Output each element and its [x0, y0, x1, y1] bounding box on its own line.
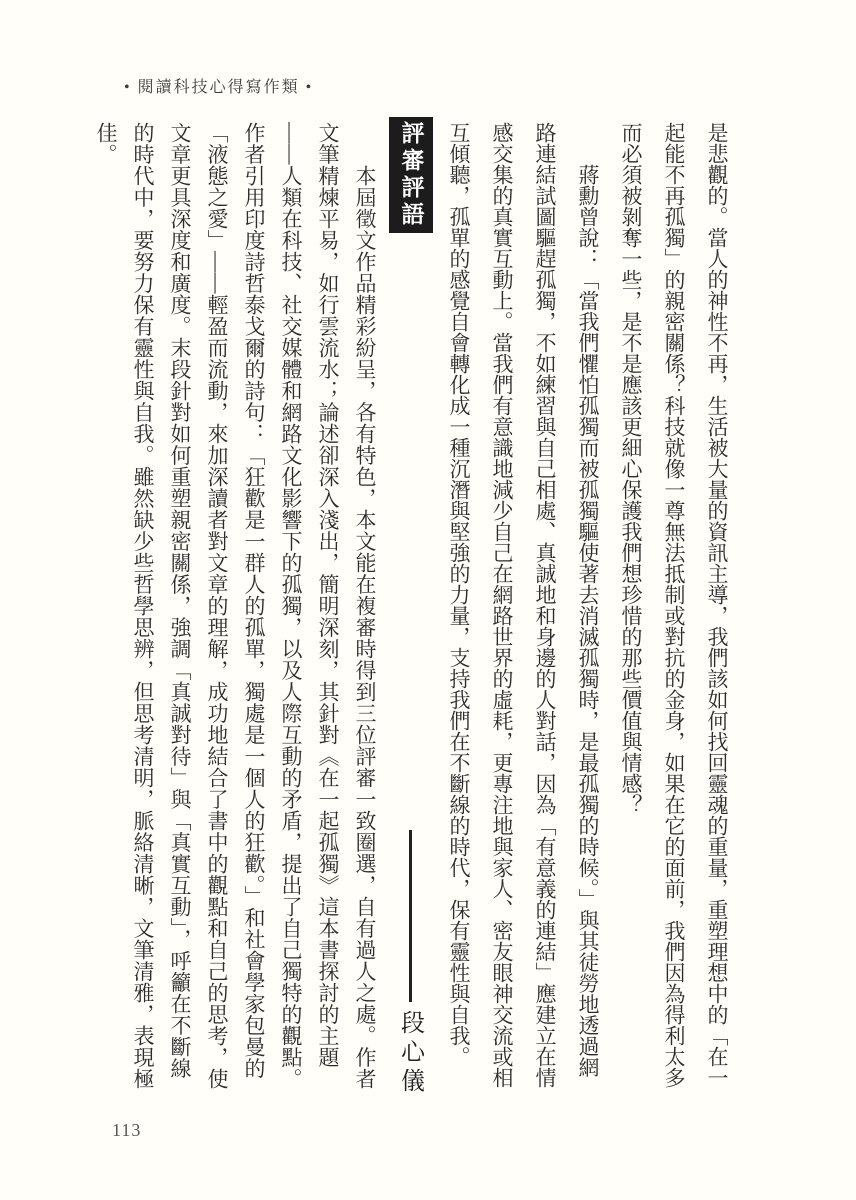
essay-paragraph: 蔣勳曾說：「當我們懼怕孤獨而被孤獨驅使著去消滅孤獨時，是最孤獨的時候。」與其徒勞地透過網路連結試圖驅趕孤獨，不如練習與自己相處、真誠地和身邊的人對話，因為「有意義的連結」應建立在情感交集的真實互動上。當我們有意識地減少自己在網路世界的虛耗，更專注地與家人、密友眼神交流或相互傾聽，孤單的感覺自會轉化成一種沉潛與堅強的力量，支持我們在不斷線的時代，保有靈性與自我。 [447, 122, 600, 1088]
attribution-dash-line [409, 830, 412, 1002]
running-header: • 閱讀科技心得寫作類 • [124, 79, 314, 96]
judge-comment-text-block [87, 122, 383, 1098]
essay-text-block [437, 122, 738, 1098]
page-number: 113 [112, 1120, 142, 1140]
section-heading-box [389, 117, 433, 233]
essay-paragraph: 是悲觀的。當人的神性不再，生活被大量的資訊主導，我們該如何找回靈魂的重量，重塑理想中的「在一起能不再孤獨」的親密關係？科技就像一尊無法抵制或對抗的金身，如果在它的面前，我們因為得利太多而必須被剝奪一些，是不是應該更細心保護我們想珍惜的那些價值與情感？ [619, 122, 729, 1088]
attribution-name: 段心儀 [396, 1010, 423, 1097]
judge-comment-paragraph: 本屆徵文作品精彩紛呈，各有特色，本文能在複審時得到三位評審一致圈選，自有過人之處。作者文筆精煉平易，如行雲流水；論述卻深入淺出，簡明深刻，其針對《在一起孤獨》這本書探討的主題——人類在科技、社交媒體和網路文化影響下的孤獨，以及人際互動的矛盾，提出了自己獨特的觀點。作者引用印度詩哲泰戈爾的詩句：「狂歡是一群人的孤單，獨處是一個人的狂歡。」和社會學家包曼的「液態之愛」——輕盈而流動，來加深讀者對文章的理解，成功地結合了書中的觀點和自己的思考，使文章更具深度和廣度。末段針對如何重塑親密關係，強調「真誠對待」與「真實互動」，呼籲在不斷線的時代中，要努力保有靈性與自我。雖然缺少些哲學思辨，但思考清明，脈絡清晰，文筆清雅，表現極佳。 [94, 122, 377, 1090]
section-heading: 評審評語 [398, 121, 424, 229]
attribution [394, 830, 426, 1098]
